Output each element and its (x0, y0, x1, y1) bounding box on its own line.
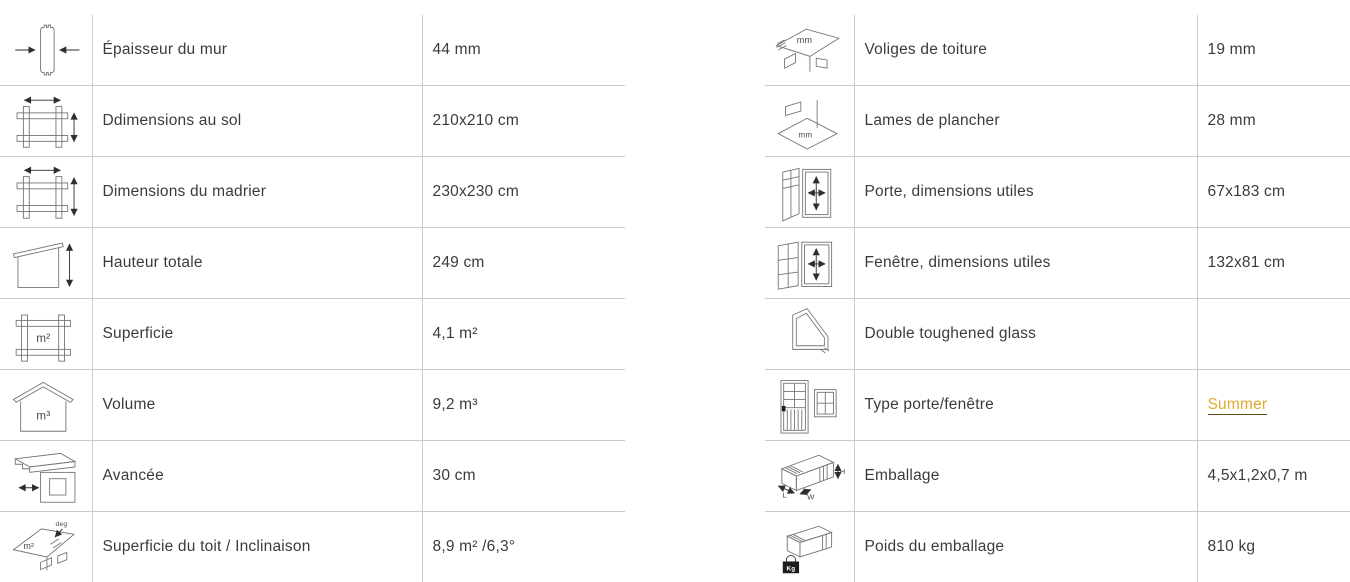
spec-label: Poids du emballage (865, 538, 1005, 555)
spec-value: 44 mm (433, 41, 481, 58)
spec-row (0, 299, 625, 370)
spec-value: 67x183 cm (1208, 183, 1286, 200)
overhang-icon (0, 441, 92, 512)
spec-value: 4,1 m² (433, 325, 478, 342)
package-icon (765, 441, 854, 512)
spec-label: Porte, dimensions utiles (865, 183, 1034, 200)
spec-row (0, 512, 625, 582)
total-height-icon (0, 228, 92, 299)
spec-label: Type porte/fenêtre (865, 396, 994, 413)
spec-value: 4,5x1,2x0,7 m (1208, 467, 1308, 484)
door-dimensions-icon (765, 157, 854, 228)
spec-row (0, 157, 625, 228)
spec-value: 30 cm (433, 467, 476, 484)
door-window-type-link[interactable]: Summer (1208, 396, 1268, 415)
spec-row (765, 512, 1350, 582)
spec-row (0, 228, 625, 299)
specs-table-right (765, 15, 1350, 582)
spec-value: 9,2 m³ (433, 396, 478, 413)
roof-area-icon (0, 512, 92, 582)
door-window-type-icon (765, 370, 854, 441)
wall-thickness-icon (0, 15, 92, 86)
spec-label: Superficie (103, 325, 174, 342)
spec-row (0, 15, 625, 86)
spec-label: Double toughened glass (865, 325, 1037, 342)
roof-boards-icon (765, 15, 854, 86)
spec-label: Hauteur totale (103, 254, 203, 271)
spec-label: Voliges de toiture (865, 41, 988, 58)
spec-value: 28 mm (1208, 112, 1256, 129)
volume-icon (0, 370, 92, 441)
floor-dimensions-icon (0, 86, 92, 157)
log-dimensions-icon (0, 157, 92, 228)
spec-value: 210x210 cm (433, 112, 519, 129)
spec-row (765, 86, 1350, 157)
spec-row (765, 299, 1350, 370)
spec-value: 132x81 cm (1208, 254, 1286, 271)
spec-label: Fenêtre, dimensions utiles (865, 254, 1051, 271)
spec-label: Dimensions du madrier (103, 183, 267, 200)
spec-label: Lames de plancher (865, 112, 1000, 129)
area-icon (0, 299, 92, 370)
spec-label: Superficie du toit / Inclinaison (103, 538, 311, 555)
spec-value: 249 cm (433, 254, 485, 271)
spec-row (765, 228, 1350, 299)
spec-value: 8,9 m² /6,3° (433, 538, 516, 555)
window-dimensions-icon (765, 228, 854, 299)
spec-value: 810 kg (1208, 538, 1256, 555)
floor-boards-icon (765, 86, 854, 157)
spec-row (765, 157, 1350, 228)
spec-row (765, 441, 1350, 512)
spec-row (0, 86, 625, 157)
spec-label: Volume (103, 396, 156, 413)
spec-row (0, 441, 625, 512)
spec-label: Ddimensions au sol (103, 112, 242, 129)
specs-table-left (0, 15, 625, 582)
spec-row (765, 15, 1350, 86)
spec-label: Épaisseur du mur (103, 41, 228, 58)
spec-label: Emballage (865, 467, 940, 484)
spec-label: Avancée (103, 467, 164, 484)
spec-value: 230x230 cm (433, 183, 519, 200)
double-glass-icon (765, 299, 854, 370)
package-weight-icon (765, 512, 854, 582)
spec-row (0, 370, 625, 441)
spec-value: 19 mm (1208, 41, 1256, 58)
spec-row (765, 370, 1350, 441)
